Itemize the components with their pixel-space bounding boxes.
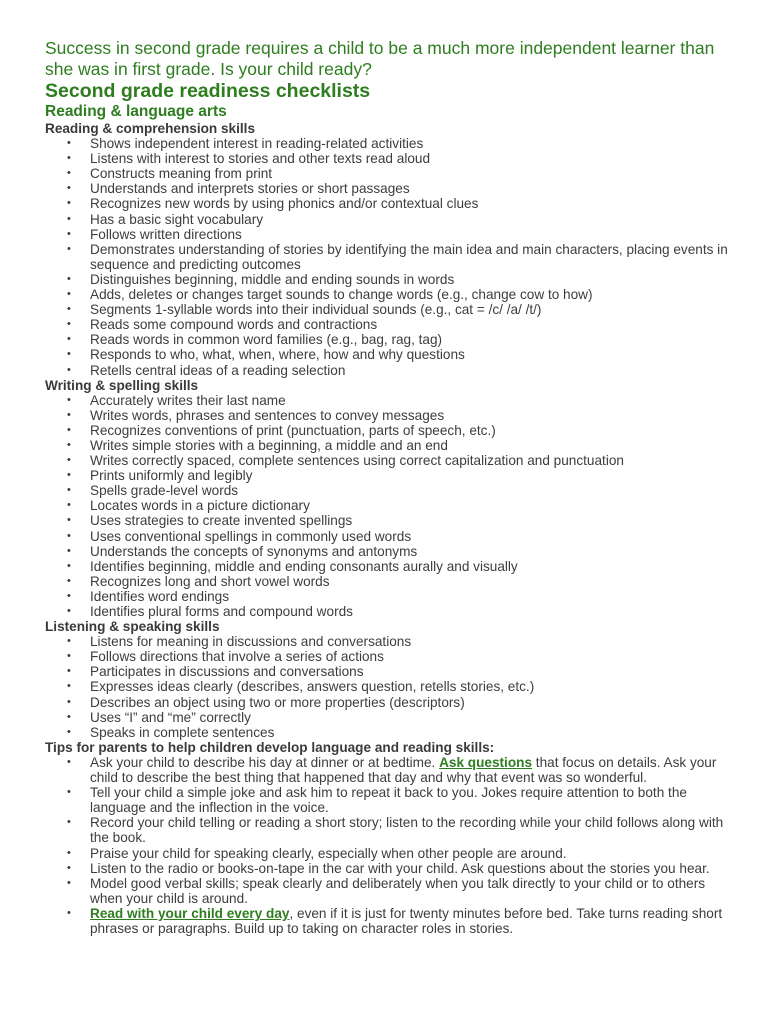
list-item: • Uses conventional spellings in commonly used words <box>45 529 738 544</box>
list-item: • Constructs meaning from print <box>45 166 738 181</box>
listening-list <box>45 634 738 740</box>
tip-text: Ask your child to describe his day at dinner or at bedtime. <box>90 754 440 770</box>
list-item: • Locates words in a picture dictionary <box>45 498 738 513</box>
list-item: • Participates in discussions and conversations <box>45 664 738 679</box>
list-item: • Reads words in common word families (e.g., bag, rag, tag) <box>45 332 738 347</box>
list-item: • Retells central ideas of a reading selection <box>45 363 738 378</box>
list-item: • Has a basic sight vocabulary <box>45 212 738 227</box>
list-item: • Distinguishes beginning, middle and ending sounds in words <box>45 272 738 287</box>
list-item: • Adds, deletes or changes target sounds to change words (e.g., change cow to how) <box>45 287 738 302</box>
list-item: • Follows written directions <box>45 227 738 242</box>
list-item: • Responds to who, what, when, where, how and why questions <box>45 347 738 362</box>
list-item: • Follows directions that involve a series of actions <box>45 649 738 664</box>
list-item: • Recognizes conventions of print (punctuation, parts of speech, etc.) <box>45 423 738 438</box>
list-item: • Writes simple stories with a beginning, a middle and an end <box>45 438 738 453</box>
list-item: • Spells grade-level words <box>45 483 738 498</box>
list-item: • Reads some compound words and contractions <box>45 317 738 332</box>
list-item: • Accurately writes their last name <box>45 393 738 408</box>
tip-item <box>45 906 738 936</box>
reading-heading: Reading & comprehension skills <box>45 121 255 136</box>
list-item: • Prints uniformly and legibly <box>45 468 738 483</box>
tip-item <box>45 755 738 785</box>
list-item: • Shows independent interest in reading-related activities <box>45 136 738 151</box>
tips-heading: Tips for parents to help children develop language and reading skills: <box>45 739 495 755</box>
tip-item: • Praise your child for speaking clearly, especially when other people are around. <box>45 846 738 861</box>
list-item: • Recognizes new words by using phonics and/or contextual clues <box>45 196 738 211</box>
list-item: • Identifies beginning, middle and ending consonants aurally and visually <box>45 559 738 574</box>
list-item: • Writes correctly spaced, complete sentences using correct capitalization and punctuation <box>45 453 738 468</box>
list-item: • Identifies word endings <box>45 589 738 604</box>
tips-list <box>45 755 738 936</box>
read-with-child-link[interactable]: Read with your child every day <box>90 905 290 921</box>
list-item: • Listens with interest to stories and other texts read aloud <box>45 151 738 166</box>
tip-item: • Tell your child a simple joke and ask him to repeat it back to you. Jokes require attention to both the language and the inflection in the voice. <box>45 785 738 815</box>
intro-text: Success in second grade requires a child to be a much more independent learner than she was in first grade. Is your child ready? <box>45 38 715 79</box>
reading-list <box>45 136 738 378</box>
page-title: Second grade readiness checklists <box>45 80 371 102</box>
list-item: • Recognizes long and short vowel words <box>45 574 738 589</box>
tip-text: that focus on details. Ask your child to describe the best thing that happened that day and why that event was so wonderful. <box>90 754 717 786</box>
list-item: • Uses strategies to create invented spellings <box>45 513 738 528</box>
list-item: • Listens for meaning in discussions and conversations <box>45 634 738 649</box>
tip-text: , even if it is just for twenty minutes before bed. Take turns reading short phrases or paragraphs. Build up to taking on character roles in stories. <box>90 905 723 936</box>
list-item: • Uses “I” and “me” correctly <box>45 710 738 725</box>
list-item: • Writes words, phrases and sentences to convey messages <box>45 408 738 423</box>
tip-item: • Model good verbal skills; speak clearly and deliberately when you talk directly to your child or to others when your child is around. <box>45 876 738 906</box>
list-item: • Describes an object using two or more properties (descriptors) <box>45 695 738 710</box>
list-item: • Speaks in complete sentences <box>45 725 738 740</box>
section-subtitle: Reading & language arts <box>45 103 227 120</box>
list-item: • Demonstrates understanding of stories by identifying the main idea and main characters, placing events in sequence and predicting outcomes <box>45 242 738 272</box>
list-item: • Expresses ideas clearly (describes, answers question, retells stories, etc.) <box>45 679 738 694</box>
tip-item: • Record your child telling or reading a short story; listen to the recording while your child follows along with the book. <box>45 815 738 845</box>
ask-questions-link[interactable]: Ask questions <box>439 754 533 770</box>
writing-list <box>45 393 738 619</box>
tip-item: • Listen to the radio or books-on-tape in the car with your child. Ask questions about the stories you hear. <box>45 861 738 876</box>
list-item: • Understands the concepts of synonyms and antonyms <box>45 544 738 559</box>
writing-heading: Writing & spelling skills <box>45 377 199 393</box>
list-item: • Understands and interprets stories or short passages <box>45 181 738 196</box>
listening-heading: Listening & speaking skills <box>45 619 220 635</box>
list-item: • Identifies plural forms and compound words <box>45 604 738 619</box>
list-item: • Segments 1-syllable words into their individual sounds (e.g., cat = /c/ /a/ /t/) <box>45 302 738 317</box>
